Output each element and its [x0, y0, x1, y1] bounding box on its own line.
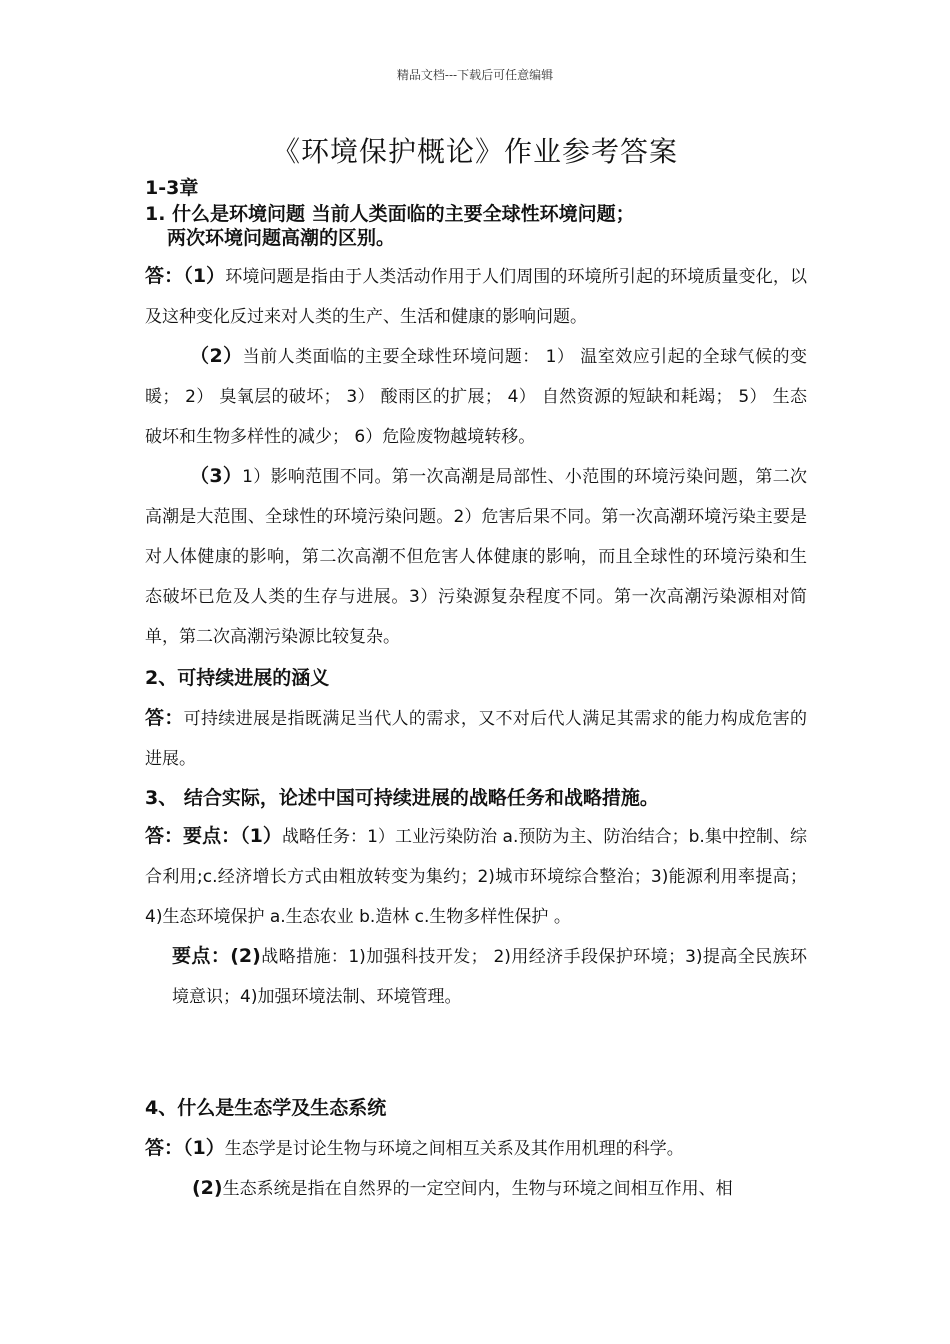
question-2: 2、可持续进展的涵义	[145, 667, 330, 689]
answer-text: 当前人类面临的主要全球性环境问题： 1） 温室效应引起的全球气候的变暖； 2） 臭氧层的破坏； 3） 酸雨区的扩展； 4） 自然资源的短缺和耗竭； 5） 生态破坏和生物多样性的减少； 6）危险废物越境转移。	[145, 347, 807, 447]
answer-label: 答：	[145, 707, 184, 729]
answer-text: 战略任务：1）工业污染防治 a.预防为主、防治结合；b.集中控制、综合利用;c.经济增长方式由粗放转变为集约；2)城市环境综合整治；3)能源利用率提高；4)生态环境保护 a.生态农业 b.造林 c.生物多样性保护 。	[145, 827, 807, 927]
question-1	[145, 202, 807, 250]
answer-1-part-1	[145, 256, 807, 337]
answer-text: 生态系统是指在自然界的一定空间内，生物与环境之间相互作用、相	[222, 1179, 733, 1199]
answer-1-part-2	[145, 336, 807, 457]
answer-text: 战略措施：1)加强科技开发； 2)用经济手段保护环境；3)提高全民族环境意识；4)加强环境法制、环境管理。	[172, 947, 808, 1007]
answer-text: 1）影响范围不同。第一次高潮是局部性、小范围的环境污染问题，第二次高潮是大范围、全球性的环境污染问题。2）危害后果不同。第一次高潮环境污染主要是对人体健康的影响，第二次高潮不但危害人体健康的影响，而且全球性的环境污染和生态破坏已危及人类的生存与进展。3）污染源复杂程度不同。第一次高潮污染源相对简单，第二次高潮污染源比较复杂。	[145, 467, 807, 647]
question-1-line-2: 两次环境问题高潮的区别。	[167, 227, 396, 249]
question-3: 3、 结合实际，论述中国可持续进展的战略任务和战略措施。	[145, 787, 659, 809]
answer-2	[145, 698, 807, 779]
part-marker: （2）	[190, 345, 243, 367]
chapter-heading: 1-3章	[145, 177, 199, 199]
answer-text: 生态学是讨论生物与环境之间相互关系及其作用机理的科学。	[224, 1139, 684, 1159]
watermark-header: 精品文档---下载后可任意编辑	[396, 68, 554, 82]
answer-3-part-1	[145, 816, 807, 937]
answer-label: 答：	[145, 265, 184, 287]
part-marker: （1）	[183, 1137, 225, 1159]
page-title: 《环境保护概论》作业参考答案	[271, 135, 678, 168]
answer-label: 答：	[145, 1137, 184, 1159]
part-marker: (2)	[192, 1177, 223, 1199]
answer-label: 答：要点：（1）	[145, 825, 282, 847]
question-4: 4、什么是生态学及生态系统	[145, 1097, 387, 1119]
part-marker: （3）	[190, 465, 243, 487]
answer-4-part-1	[145, 1128, 807, 1169]
answer-text: 可持续进展是指既满足当代人的需求，又不对后代人满足其需求的能力构成危害的进展。	[145, 709, 807, 769]
answer-text: 环境问题是指由于人类活动作用于人们周围的环境所引起的环境质量变化，以及这种变化反过来对人类的生产、生活和健康的影响问题。	[145, 267, 807, 327]
question-1-line-1: 1. 什么是环境问题 当前人类面临的主要全球性环境问题；	[145, 203, 635, 225]
answer-4-part-2	[192, 1168, 807, 1209]
part-marker: 要点：(2)	[172, 945, 261, 967]
part-marker: （1）	[183, 265, 226, 287]
answer-3-part-2	[172, 936, 807, 1017]
answer-1-part-3	[145, 456, 807, 657]
